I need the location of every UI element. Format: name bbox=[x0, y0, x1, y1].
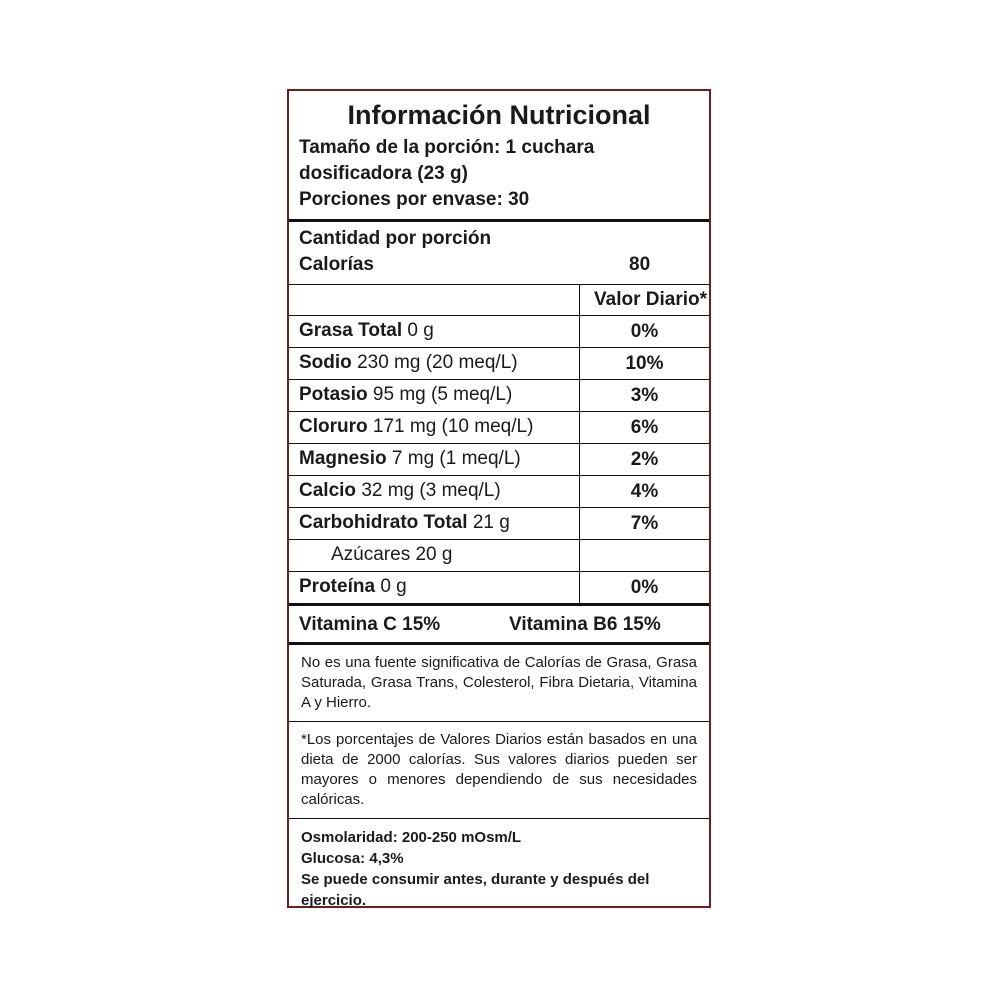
nutrient-amount: Azúcares 20 g bbox=[331, 544, 453, 565]
vitamin-c: Vitamina C 15% bbox=[299, 614, 441, 635]
nutrient-row bbox=[289, 315, 709, 347]
nutrient-row bbox=[289, 571, 709, 603]
nutrient-amount: 0 g bbox=[407, 320, 434, 341]
nutrient-row bbox=[289, 443, 709, 475]
osmolarity: Osmolaridad: 200-250 mOsm/L bbox=[301, 829, 522, 846]
daily-value-header: Valor Diario* bbox=[594, 289, 707, 310]
nutrient-amount: 0 g bbox=[380, 576, 407, 597]
nutrient-name: Carbohidrato Total bbox=[299, 512, 468, 533]
nutrient-name: Sodio bbox=[299, 352, 352, 373]
nutrient-amount: 95 mg (5 meq/L) bbox=[372, 384, 513, 405]
servings-per-container: Porciones por envase: 30 bbox=[299, 189, 530, 210]
extra-info bbox=[289, 818, 709, 919]
nutrient-dv: 3% bbox=[579, 380, 709, 411]
nutrient-amount: 32 mg (3 meq/L) bbox=[361, 480, 501, 501]
nutrient-amount: 230 mg (20 meq/L) bbox=[357, 352, 518, 373]
serving-size-line1: Tamaño de la porción: 1 cuchara bbox=[299, 137, 595, 158]
nutrient-row bbox=[289, 347, 709, 379]
daily-value-header-row bbox=[289, 284, 709, 315]
nutrient-amount: 21 g bbox=[472, 512, 510, 533]
note-insignificant-source: No es una fuente significativa de Calorías de Grasa, Grasa Saturada, Grasa Trans, Colesterol, Fibra Dietaria, Vitamina A y Hierro. bbox=[301, 654, 697, 711]
nutrition-facts-label bbox=[287, 89, 711, 908]
label-title: Información Nutricional bbox=[347, 100, 651, 130]
nutrient-name: Proteína bbox=[299, 576, 376, 597]
nutrient-dv: 6% bbox=[579, 412, 709, 443]
nutrient-dv: 7% bbox=[579, 508, 709, 539]
nutrient-name: Magnesio bbox=[299, 448, 387, 469]
amount-per-serving: Cantidad por porción bbox=[299, 228, 492, 249]
nutrient-row bbox=[289, 411, 709, 443]
nutrient-dv: 0% bbox=[579, 316, 709, 347]
amount-per-serving-section bbox=[289, 219, 709, 284]
label-header bbox=[289, 91, 709, 219]
note-daily-values: *Los porcentajes de Valores Diarios están basados en una dieta de 2000 calorías. Sus valores diarios pueden ser mayores o menores dependiendo de sus necesidades calóricas. bbox=[289, 721, 709, 818]
nutrient-dv bbox=[579, 540, 709, 571]
vitamins-row bbox=[289, 603, 709, 645]
glucose: Glucosa: 4,3% bbox=[301, 850, 404, 867]
nutrient-name: Cloruro bbox=[299, 416, 368, 437]
nutrient-amount: 171 mg (10 meq/L) bbox=[372, 416, 534, 437]
nutrient-dv: 10% bbox=[579, 348, 709, 379]
nutrient-row bbox=[289, 379, 709, 411]
nutrient-name: Grasa Total bbox=[299, 320, 403, 341]
nutrient-dv: 0% bbox=[579, 572, 709, 603]
nutrient-row bbox=[289, 507, 709, 539]
nutrient-amount: 7 mg (1 meq/L) bbox=[391, 448, 521, 469]
usage-note: Se puede consumir antes, durante y después del ejercicio. bbox=[301, 871, 650, 909]
vitamin-b6: Vitamina B6 15% bbox=[509, 614, 661, 635]
nutrient-row-sub bbox=[289, 539, 709, 571]
nutrient-name: Calcio bbox=[299, 480, 357, 501]
nutrient-row bbox=[289, 475, 709, 507]
calories-label: Calorías bbox=[299, 254, 374, 275]
calories-value: 80 bbox=[629, 254, 651, 275]
nutrient-name: Potasio bbox=[299, 384, 368, 405]
serving-size-line2: dosificadora (23 g) bbox=[299, 163, 468, 184]
nutrient-dv: 4% bbox=[579, 476, 709, 507]
nutrient-dv: 2% bbox=[579, 444, 709, 475]
